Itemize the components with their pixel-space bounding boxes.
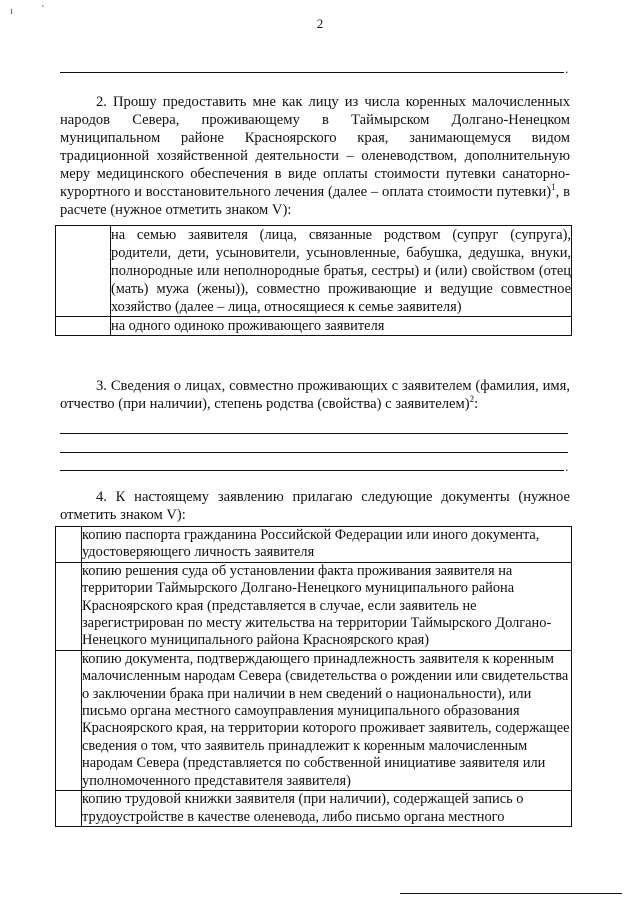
doc-passport-checkbox[interactable] <box>56 527 82 563</box>
table-row <box>56 791 572 827</box>
table-row <box>56 650 572 790</box>
section-2-options-table <box>55 225 572 336</box>
table-row <box>56 562 572 650</box>
cohabitants-line-period: . <box>565 459 569 474</box>
cohabitants-line-2[interactable] <box>60 452 568 453</box>
section-3-text: 3. Сведения о лицах, совместно проживающих с заявителем (фамилия, имя, отчество (при наличии), степень родства (свойства) с заявителем) <box>60 378 570 412</box>
table-row <box>56 527 572 563</box>
section-2-text-tail: , в расчете (нужное отметить знаком V): <box>60 184 570 218</box>
cohabitants-line-1[interactable] <box>60 433 568 434</box>
corner-mark-right: ' <box>42 4 44 15</box>
top-line-period: . <box>565 61 569 76</box>
doc-indigenous-proof-label: копию документа, подтверждающего принадлежность заявителя к коренным малочисленным народам Севера (свидетельства о рождении или свидетельства о заключении брака при наличии в нем сведений о национальности), или письмо органа местного самоуправления муниципального образования Красноярского края, на территории которого проживает заявитель, содержащее сведения о том, что заявитель принадлежит к коренным малочисленным народам Севера (представляется по собственной инициативе заявителя или уполномоченного представителя заявителя) <box>82 650 570 789</box>
doc-court-decision-checkbox[interactable] <box>56 562 82 650</box>
footnote-separator <box>400 893 622 894</box>
option-single-label: на одного одиноко проживающего заявителя <box>111 317 572 336</box>
cohabitants-line-3[interactable] <box>60 470 564 471</box>
footnote-ref-1: 1 <box>551 182 556 193</box>
section-2-text: 2. Прошу предоставить мне как лицу из числа коренных малочисленных народов Севера, проживающему в Таймырском Долгано-Ненецком муниципальном районе Красноярского края, занимающемуся видом традиционной хозяйственной деятельности – оленеводством, дополнительную меру медицинского обеспечения в виде оплаты стоимости путевки санаторно-курортного и восстановительного лечения (далее – оплата стоимости путевки) <box>60 94 570 200</box>
page-number: 2 <box>316 16 324 31</box>
doc-work-record-checkbox[interactable] <box>56 791 82 827</box>
doc-indigenous-proof-checkbox[interactable] <box>56 650 82 790</box>
corner-mark-left: ı <box>10 6 13 17</box>
section-3-paragraph <box>60 377 570 413</box>
section-3-text-tail: : <box>474 396 479 412</box>
footnote-ref-2: 2 <box>469 394 475 405</box>
table-row <box>56 317 572 336</box>
doc-work-record-label: копию трудовой книжки заявителя (при наличии), содержащей запись о трудоустройстве в качестве оленевода, либо письмо органа местного <box>82 791 572 827</box>
option-family-label: на семью заявителя (лица, связанные родством (супруг (супруга), родители, дети, усыновители, усыновленные, бабушка, дедушка, внуки, полнородные или неполнородные братья, сестры) и (или) свойством (отец (мать) мужа (жены)), совместно проживающие и ведущие совместное хозяйство (далее – лица, относящиеся к семье заявителя) <box>111 227 571 315</box>
single-checkbox[interactable] <box>56 317 111 336</box>
section-4-paragraph: 4. К настоящему заявлению прилагаю следующие документы (нужное отметить знаком V): <box>60 489 570 523</box>
table-row <box>56 226 572 317</box>
top-fill-line <box>60 72 564 73</box>
section-2-paragraph <box>60 93 570 219</box>
doc-court-decision-label: копию решения суда об установлении факта проживания заявителя на территории Таймырского Долгано-Ненецкого муниципального района Красноярского края (представляется в случае, если заявитель не зарегистрирован по месту жительства на территории Таймырского Долгано-Ненецкого муниципального района Красноярского края) <box>82 562 572 650</box>
section-4-documents-table <box>55 526 572 827</box>
doc-passport-label: копию паспорта гражданина Российской Федерации или иного документа, удостоверяющего личность заявителя <box>82 527 572 563</box>
family-checkbox[interactable] <box>56 226 111 317</box>
